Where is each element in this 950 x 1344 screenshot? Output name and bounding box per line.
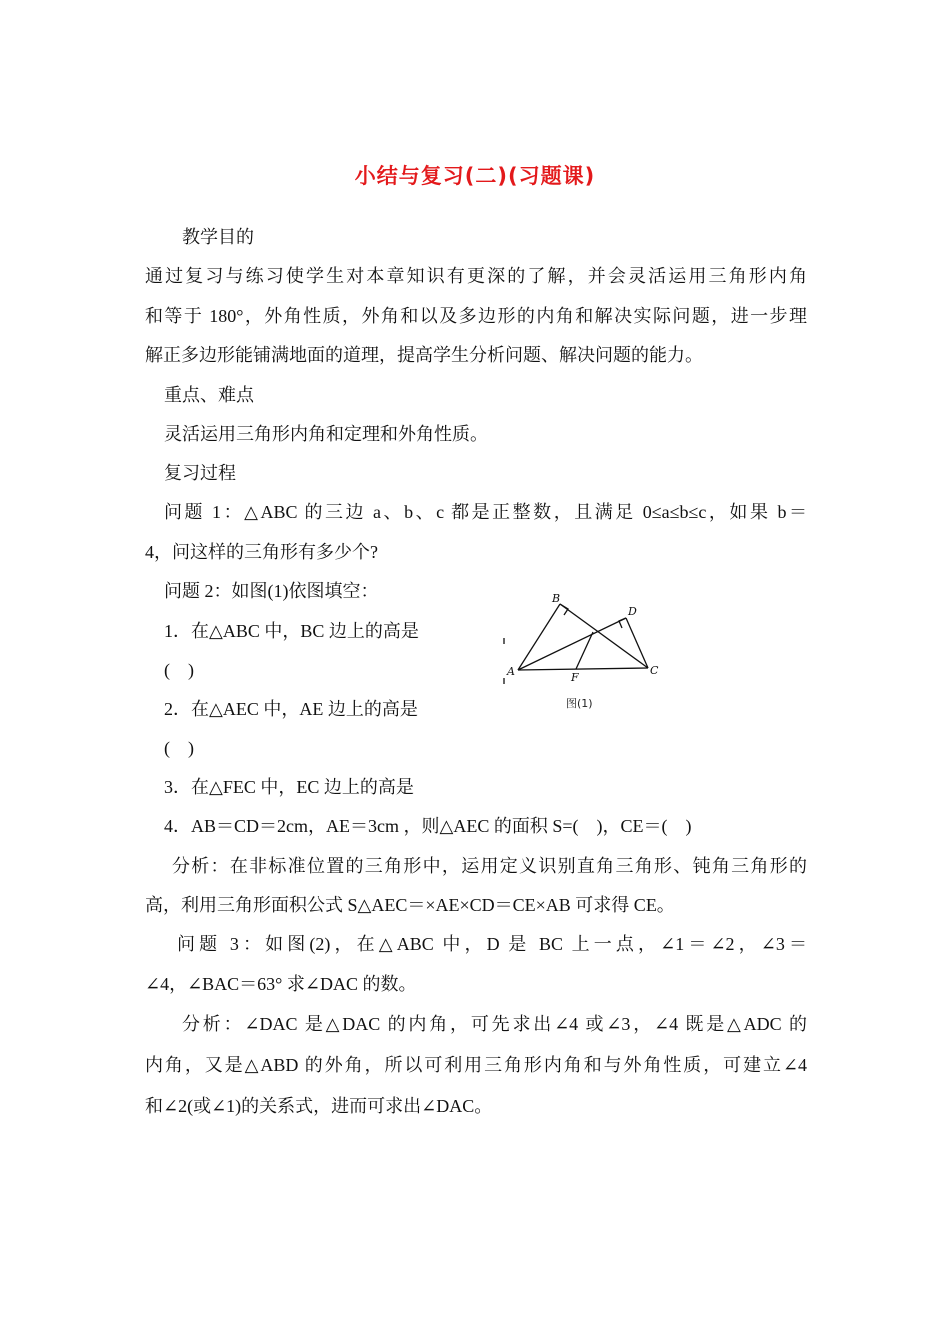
problem2-blank-1: ( ) [164, 660, 194, 680]
problem1-line-1: 问题 1：△ABC 的三边 a、b、c 都是正整数，且满足 0≤a≤b≤c，如果 b＝ [164, 502, 807, 522]
key-text: 灵活运用三角形内角和定理和外角性质。 [164, 424, 488, 444]
problem2-item-4: 4．AB＝CD＝2cm，AE＝3cm ，则△AEC 的面积 S=( )，CE＝( ) [164, 816, 692, 836]
segment-ac [518, 668, 648, 670]
key-heading: 重点、难点 [164, 385, 254, 405]
problem2-item-1: 1．在△ABC 中，BC 边上的高是 [164, 621, 419, 641]
objective-heading: 教学目的 [182, 227, 254, 247]
objective-line-2: 和等于 180°，外角性质，外角和以及多边形的内角和解决实际问题，进一步理 [145, 306, 807, 326]
problem3-analysis-line-2: 内角，又是△ABD 的外角，所以可利用三角形内角和与外角性质，可建立∠4 [145, 1055, 807, 1075]
problem3-line-2: ∠4，∠BAC＝63° 求∠DAC 的数。 [145, 974, 417, 994]
objective-line-1: 通过复习与练习使学生对本章知识有更深的了解，并会灵活运用三角形内角 [145, 266, 807, 286]
problem3-line-1: 问题 3：如图(2)，在△ABC 中，D 是 BC 上一点，∠1＝∠2，∠3＝ [177, 934, 807, 954]
label-d: D [628, 605, 637, 618]
label-c: C [650, 664, 659, 677]
problem2-item-2: 2．在△AEC 中，AE 边上的高是 [164, 699, 418, 719]
process-heading: 复习过程 [164, 463, 236, 483]
problem3-analysis-line-3: 和∠2(或∠1)的关系式，进而可求出∠DAC。 [145, 1096, 493, 1116]
problem2-intro: 问题 2：如图(1)依图填空： [164, 581, 379, 601]
right-angle-d [619, 618, 626, 628]
figure-1-caption: 图(1) [566, 697, 593, 710]
problem2-analysis-line-1: 分析：在非标准位置的三角形中，运用定义识别直角三角形、钝角三角形的 [172, 856, 807, 876]
problem2-blank-2: ( ) [164, 738, 194, 758]
objective-line-3: 解正多边形能铺满地面的道理，提高学生分析问题、解决问题的能力。 [145, 345, 703, 365]
problem2-item-3: 3．在△FEC 中，EC 边上的高是 [164, 777, 414, 797]
problem2-analysis-line-2: 高，利用三角形面积公式 S△AEC＝×AE×CD＝CE×AB 可求得 CE。 [145, 895, 675, 915]
label-b: B [552, 592, 561, 605]
label-a: A [507, 665, 515, 678]
problem1-line-2: 4，问这样的三角形有多少个? [145, 542, 378, 562]
problem3-analysis-line-1: 分析：∠DAC 是△DAC 的内角，可先求出∠4 或∠3，∠4 既是△ADC 的 [182, 1014, 807, 1034]
label-f: F [571, 671, 579, 684]
figure-1 [498, 588, 673, 713]
page-title: 小结与复习(二)(习题课) [354, 164, 596, 188]
